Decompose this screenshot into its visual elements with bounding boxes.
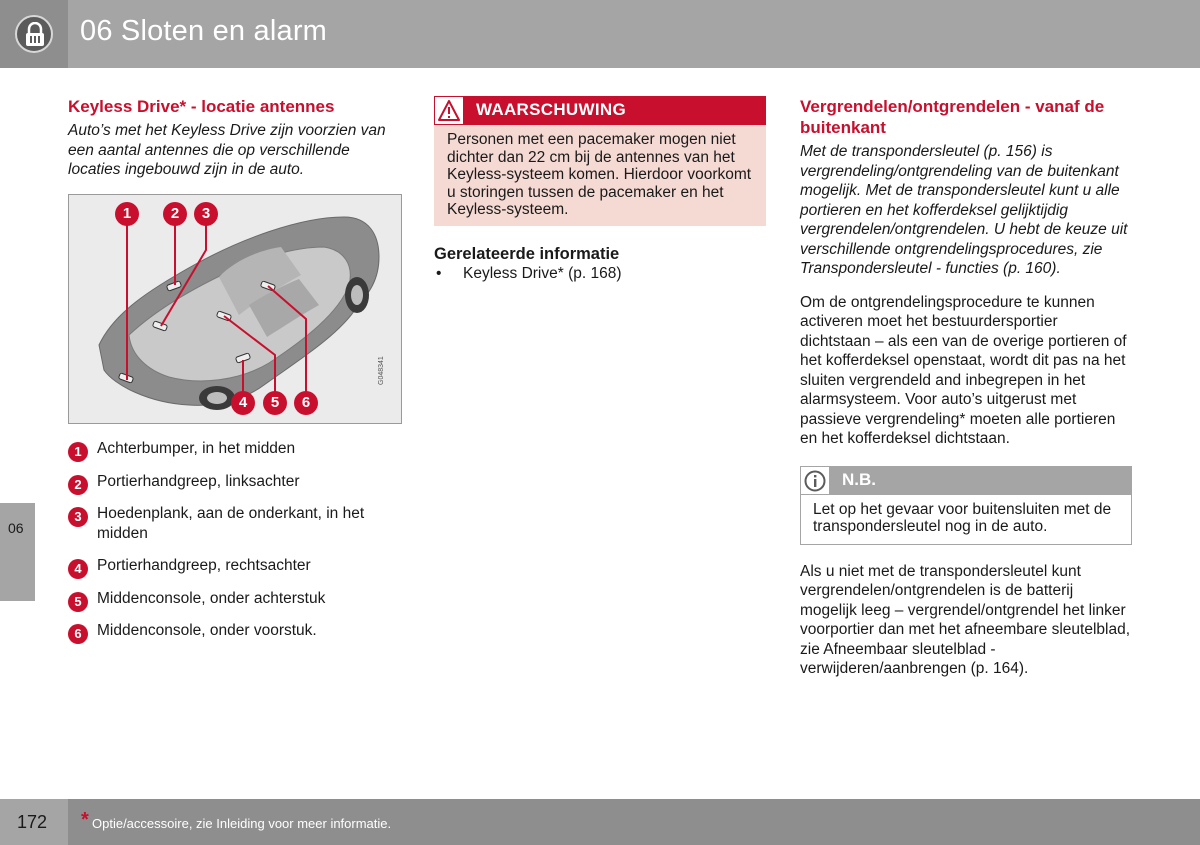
column-left (68, 96, 402, 641)
car-illustration-svg (69, 195, 401, 423)
column-right (800, 96, 1132, 679)
section-heading-locking: Vergrendelen/ontgrendelen - vanaf de buitenkant (800, 97, 1105, 137)
bullet-icon: • (436, 265, 442, 282)
warning-header (434, 96, 766, 125)
legend-number-badge: 2 (68, 475, 88, 495)
page-number-box (0, 799, 68, 845)
legend-item (68, 439, 402, 459)
legend-text: Achterbumper, in het midden (97, 440, 296, 457)
legend-item (68, 621, 402, 641)
callout-4: 4 (231, 391, 255, 415)
chapter-icon-box (0, 0, 68, 68)
chapter-side-tab-label: 06 (8, 520, 24, 536)
legend-number-badge: 3 (68, 507, 88, 527)
footer-note: Optie/accessoire, zie Inleiding voor meer informatie. (92, 816, 392, 831)
legend-item (68, 589, 402, 609)
section-intro-locking: Met de transpondersleutel (p. 156) is vergrendeling/ontgrendeling van de buitenkant mogelijk. Met de transpondersleutel kunt u alle portieren en het kofferdeksel gelijktijdig vergrendelen/ontgrendelen. U hebt de keuze uit verschillende ontgrendelingsprocedures, zie Transpondersleutel - functies (p. 160). (800, 143, 1128, 277)
related-info (434, 244, 766, 283)
warning-triangle-icon (434, 96, 464, 125)
padlock-icon (15, 15, 53, 53)
section-heading-antennas: Keyless Drive* - locatie antennes (68, 97, 335, 116)
page-header (0, 0, 1200, 68)
legend-text: Portierhandgreep, linksachter (97, 472, 300, 490)
page-footer (0, 799, 1200, 845)
legend-text: Middenconsole, onder achterstuk (97, 589, 326, 607)
info-icon (800, 466, 830, 495)
legend-text: Portierhandgreep, rechtsachter (97, 557, 311, 574)
section-intro-antennas: Auto’s met het Keyless Drive zijn voorzien van een aantal antennes die op verschillende locaties ingebouwd zijn in de auto. (68, 122, 386, 178)
legend-number-badge: 4 (68, 559, 88, 579)
legend-number-badge: 5 (68, 592, 88, 612)
warning-text: Personen met een pacemaker mogen niet dichter dan 22 cm bij de antennes van het Keyless-systeem komen. Hierdoor voorkomt u storingen tussen de pacemaker en het Keyless-systeem. (434, 125, 766, 226)
legend-item (68, 472, 402, 492)
figure-code: G048341 (378, 356, 385, 385)
note-title: N.B. (842, 469, 876, 489)
related-info-item[interactable] (434, 264, 766, 283)
locking-paragraph-1: Om de ontgrendelingsprocedure te kunnen activeren moet het bestuurdersportier dichtstaan – als een van de overige portieren of het kofferdeksel openstaat, wordt dit pas na het sluiten vergrendeld and inbegrepen in het alarmsysteem. Voor auto’s uitgerust met passieve vergrendeling* moeten alle portieren en het kofferdeksel dichtstaan. (800, 293, 1127, 447)
warning-title: WAARSCHUWING (476, 100, 626, 119)
legend-item (68, 556, 402, 576)
callout-2: 2 (163, 202, 187, 226)
note-header (800, 466, 1132, 495)
callout-3: 3 (194, 202, 218, 226)
legend-item (68, 504, 402, 543)
chapter-title: 06 Sloten en alarm (80, 15, 328, 47)
callout-5: 5 (263, 391, 287, 415)
note-box (800, 466, 1132, 545)
warning-box (434, 96, 766, 226)
related-info-title: Gerelateerde informatie (434, 245, 620, 263)
car-antenna-illustration (68, 194, 402, 424)
related-info-link[interactable]: Keyless Drive* (p. 168) (463, 265, 622, 282)
page-number: 172 (17, 812, 48, 832)
legend-text: Hoedenplank, aan de onderkant, in het midden (97, 505, 365, 542)
footer-note-bar (68, 799, 1200, 845)
note-text: Let op het gevaar voor buitensluiten met de transpondersleutel nog in de auto. (800, 495, 1132, 545)
callout-1: 1 (115, 202, 139, 226)
legend-number-badge: 6 (68, 624, 88, 644)
locking-paragraph-2: Als u niet met de transpondersleutel kunt vergrendelen/ontgrendelen is de batterij mogelijk leeg – vergrendel/ontgrendel het linker voorportier dan met het afneembare sleutelblad, zie Afneembaar sleutelblad - verwijderen/aanbrengen (p. 164). (800, 562, 1131, 677)
antenna-legend (68, 439, 402, 654)
legend-number-badge: 1 (68, 442, 88, 462)
asterisk-icon: * (81, 809, 89, 831)
legend-text: Middenconsole, onder voorstuk. (97, 622, 317, 639)
chapter-side-tab (0, 503, 35, 601)
callout-6: 6 (294, 391, 318, 415)
